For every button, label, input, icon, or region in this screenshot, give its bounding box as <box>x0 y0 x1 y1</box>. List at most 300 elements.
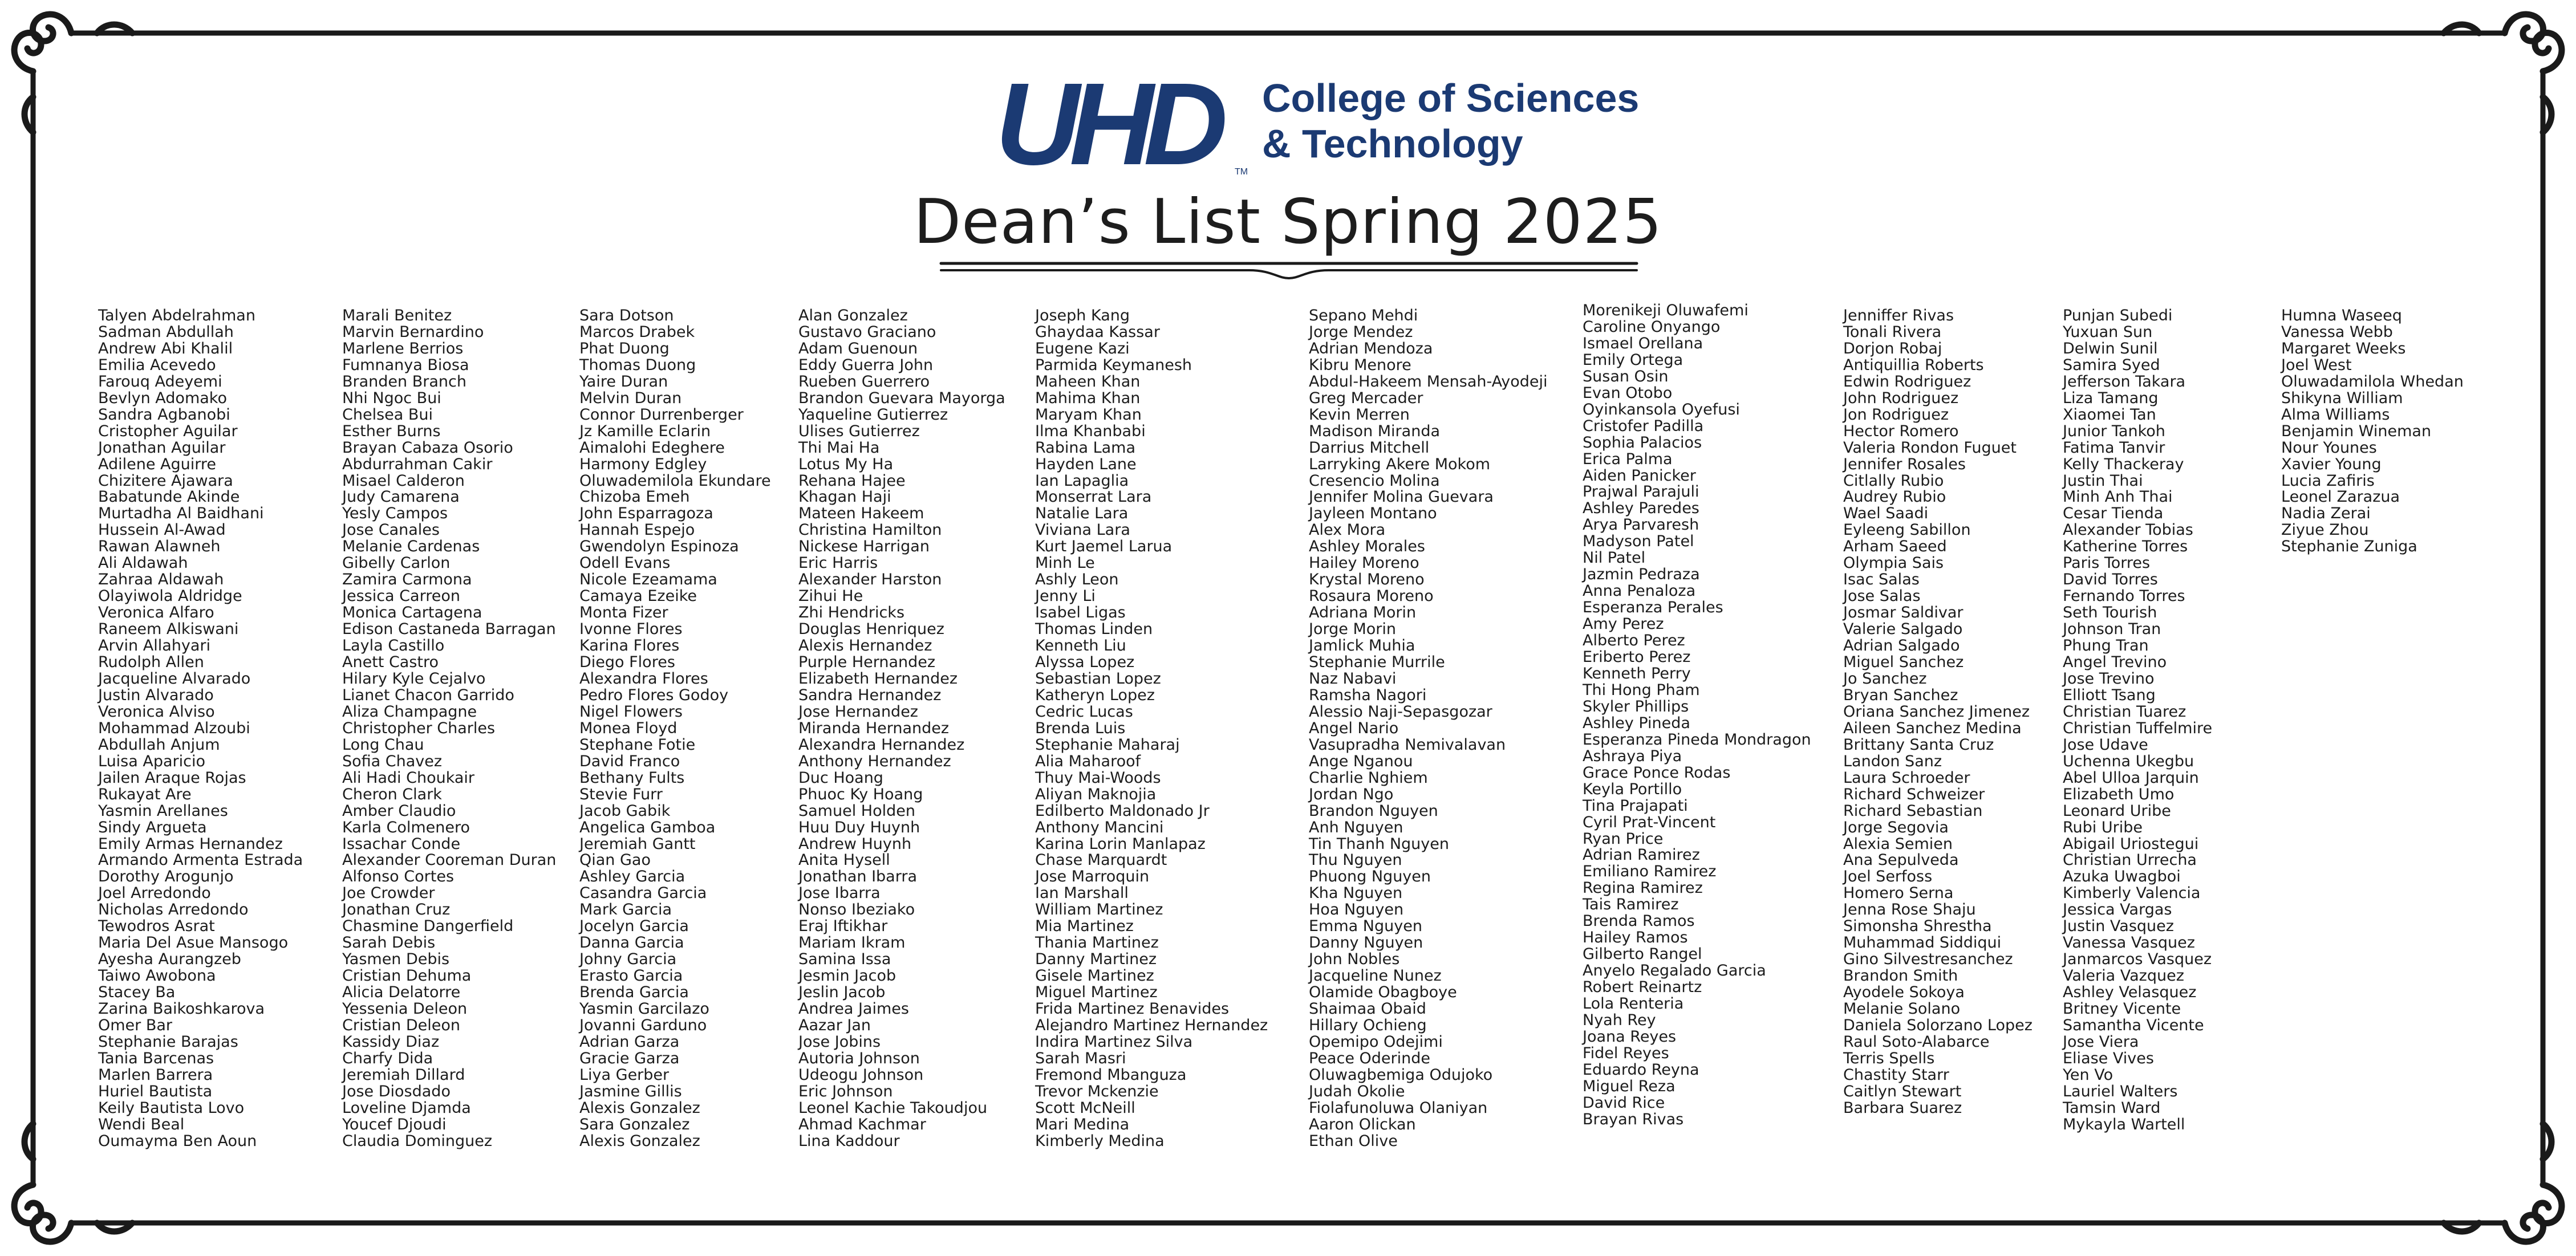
student-name: Armando Armenta Estrada <box>98 851 303 869</box>
student-name: Gilberto Rangel <box>1583 945 1702 964</box>
student-name: Jacqueline Nunez <box>1309 967 1442 985</box>
student-name: Sepano Mehdi <box>1309 307 1418 324</box>
student-name: Bryan Sanchez <box>1843 686 1958 704</box>
student-name: Ashley Paredes <box>1583 499 1699 518</box>
student-name: Joe Crowder <box>342 884 435 903</box>
student-name: Fidel Reyes <box>1583 1044 1669 1062</box>
student-name: Arya Parvaresh <box>1583 516 1699 534</box>
student-name: Mia Martinez <box>1035 917 1134 936</box>
student-name: Emilia Acevedo <box>98 356 216 374</box>
student-name: Miguel Martinez <box>1035 983 1158 1002</box>
student-name: Jose Hernandez <box>798 702 918 721</box>
student-name: Abdul-Hakeem Mensah-Ayodeji <box>1309 372 1548 391</box>
student-name: Luisa Aparicio <box>98 752 205 770</box>
student-name: Adrian Ramirez <box>1583 846 1700 864</box>
student-name: Misael Calderon <box>342 471 465 490</box>
student-name: Gwendolyn Espinoza <box>579 538 739 556</box>
student-name: Jocelyn Garcia <box>579 917 689 936</box>
student-name: Hector Romero <box>1843 422 1959 440</box>
student-name: Brenda Ramos <box>1583 912 1695 930</box>
student-name: Veronica Alfaro <box>98 604 214 622</box>
student-name: Diego Flores <box>579 653 675 672</box>
student-name: Nickese Harrigan <box>798 538 930 556</box>
student-name: Adam Guenoun <box>798 339 918 357</box>
student-name: Alessio Naji-Sepasgozar <box>1309 702 1492 721</box>
student-name: Benjamin Wineman <box>2281 422 2432 440</box>
student-name: Landon Sanz <box>1843 752 1942 770</box>
student-name: Stacey Ba <box>98 983 176 1002</box>
student-name: Yesly Campos <box>342 505 448 523</box>
student-name: Thomas Duong <box>579 356 696 374</box>
student-name: Brandon Smith <box>1843 967 1958 985</box>
student-name: Eyleeng Sabillon <box>1843 521 1971 539</box>
student-name: Eddy Guerra John <box>798 356 934 374</box>
student-name: Jz Kamille Eclarin <box>579 422 711 440</box>
student-name: David Torres <box>2063 571 2158 589</box>
student-name: Farouq Adeyemi <box>98 372 222 391</box>
student-name: Larryking Akere Mokom <box>1309 455 1491 473</box>
student-name: Zarina Baikoshkarova <box>98 1000 265 1018</box>
student-name: Esperanza Perales <box>1583 599 1723 617</box>
student-name: Odell Evans <box>579 554 671 572</box>
student-name: Kenneth Liu <box>1035 637 1126 655</box>
student-name: Zihui He <box>798 587 863 605</box>
student-name: Gino Silvestresanchez <box>1843 950 2013 969</box>
student-name: Sara Gonzalez <box>579 1115 690 1133</box>
student-name: Wael Saadi <box>1843 505 1929 523</box>
student-name: Ashley Pineda <box>1583 714 1690 732</box>
student-name: Stephanie Zuniga <box>2281 538 2417 556</box>
student-name: Jordan Ngo <box>1309 785 1394 803</box>
student-name: Ismael Orellana <box>1583 334 1703 352</box>
student-name: Christina Hamilton <box>798 521 942 539</box>
student-name: David Rice <box>1583 1094 1665 1112</box>
student-name: Ziyue Zhou <box>2281 521 2369 539</box>
student-name: Cristian Dehuma <box>342 967 472 985</box>
student-name: Melvin Duran <box>579 389 682 407</box>
student-name: Brenda Luis <box>1035 719 1126 737</box>
student-name: Kevin Merren <box>1309 405 1410 424</box>
student-name: Barbara Suarez <box>1843 1099 1962 1117</box>
student-name: Long Chau <box>342 735 424 754</box>
student-name: Taiwo Awobona <box>98 967 216 985</box>
student-name: Abigail Uriostegui <box>2063 835 2199 853</box>
student-name: Alfonso Cortes <box>342 868 455 886</box>
student-name: Nhi Ngoc Bui <box>342 389 441 407</box>
name-column-7 <box>1583 303 1811 1128</box>
student-name: Alma Williams <box>2281 405 2390 424</box>
student-name: Adrian Salgado <box>1843 637 1960 655</box>
student-name: Ayodele Sokoya <box>1843 983 1965 1002</box>
student-name: Minh Anh Thai <box>2063 488 2173 506</box>
student-name: David Franco <box>579 752 680 770</box>
student-name: Jose Marroquin <box>1035 868 1150 886</box>
student-name: Prajwal Parajuli <box>1583 483 1699 501</box>
student-name: Cristian Deleon <box>342 1016 460 1034</box>
student-name: Samina Issa <box>798 950 891 969</box>
student-name: Vasupradha Nemivalavan <box>1309 735 1506 754</box>
uhd-logo-letters: UHD <box>995 59 1218 189</box>
student-name: Emma Nguyen <box>1309 917 1422 936</box>
student-name: Justin Vasquez <box>2063 917 2174 936</box>
student-name: Alia Maharoof <box>1035 752 1141 770</box>
student-name: Shaimaa Obaid <box>1309 1000 1426 1018</box>
student-name: Raneem Alkiswani <box>98 620 239 639</box>
student-name: Fernando Torres <box>2063 587 2185 605</box>
student-name: Abdurrahman Cakir <box>342 455 493 473</box>
student-name: Paris Torres <box>2063 554 2151 572</box>
student-name: Yuxuan Sun <box>2063 323 2153 341</box>
student-name: Jonathan Ibarra <box>798 868 917 886</box>
student-name: Huriel Bautista <box>98 1082 213 1100</box>
student-name: Babatunde Akinde <box>98 488 240 506</box>
name-column-8 <box>1843 308 2033 1117</box>
student-name: Jennifer Molina Guevara <box>1309 488 1494 506</box>
student-name: Xavier Young <box>2281 455 2382 473</box>
student-name: Loveline Djamda <box>342 1099 471 1117</box>
student-name: Joel Serfoss <box>1843 868 1933 886</box>
student-name: Layla Castillo <box>342 637 445 655</box>
student-name: Jennifer Rosales <box>1843 455 1966 473</box>
student-name: Erasto Garcia <box>579 967 683 985</box>
student-name: Audrey Rubio <box>1843 488 1946 506</box>
student-name: Oyinkansola Oyefusi <box>1583 400 1740 418</box>
student-name: Jorge Morin <box>1309 620 1396 639</box>
student-name: Ivonne Flores <box>579 620 683 639</box>
student-name: Yaqueline Gutierrez <box>798 405 948 424</box>
student-name: Claudia Dominguez <box>342 1132 493 1150</box>
deans-list-names <box>0 302 2576 1163</box>
student-name: Tais Ramirez <box>1583 896 1679 914</box>
student-name: Abdullah Anjum <box>98 735 220 754</box>
student-name: Fiolafunoluwa Olaniyan <box>1309 1099 1488 1117</box>
name-column-3 <box>579 308 771 1150</box>
student-name: Raul Soto-Alabarce <box>1843 1033 1990 1051</box>
student-name: Christian Tuffelmire <box>2063 719 2213 737</box>
student-name: Nigel Flowers <box>579 702 683 721</box>
student-name: Ashley Morales <box>1309 538 1425 556</box>
student-name: Adriana Morin <box>1309 604 1417 622</box>
student-name: Peace Oderinde <box>1309 1049 1430 1067</box>
student-name: Duc Hoang <box>798 769 883 787</box>
student-name: Alexis Hernandez <box>798 637 932 655</box>
student-name: Olayiwola Aldridge <box>98 587 242 605</box>
student-name: Tina Prajapati <box>1583 796 1688 815</box>
student-name: Eric Johnson <box>798 1082 893 1100</box>
student-name: Janmarcos Vasquez <box>2063 950 2212 969</box>
college-name-line1: College of Sciences <box>1262 76 1640 120</box>
student-name: Robert Reinartz <box>1583 978 1702 997</box>
student-name: Andrea Jaimes <box>798 1000 909 1018</box>
student-name: Rosaura Moreno <box>1309 587 1434 605</box>
student-name: Mark Garcia <box>579 901 672 919</box>
student-name: Ali Aldawah <box>98 554 188 572</box>
student-name: Jose Viera <box>2063 1033 2139 1051</box>
student-name: Karina Lorin Manlapaz <box>1035 835 1206 853</box>
name-column-10 <box>2281 308 2464 555</box>
student-name: Valeria Vazquez <box>2063 967 2184 985</box>
student-name: Kha Nguyen <box>1309 884 1403 903</box>
student-name: Grace Ponce Rodas <box>1583 763 1731 782</box>
student-name: Zamira Carmona <box>342 571 472 589</box>
student-name: Lola Renteria <box>1583 995 1684 1013</box>
student-name: Erica Palma <box>1583 450 1673 468</box>
student-name: Tonali Rivera <box>1843 323 1942 341</box>
student-name: Alejandro Martinez Hernandez <box>1035 1016 1268 1034</box>
student-name: Fatima Tanvir <box>2063 438 2165 457</box>
student-name: Rukayat Are <box>98 785 192 803</box>
student-name: Nyah Rey <box>1583 1011 1656 1029</box>
student-name: Jose Diosdado <box>342 1082 451 1100</box>
student-name: Jose Ibarra <box>798 884 881 903</box>
student-name: Caroline Onyango <box>1583 318 1721 336</box>
student-name: Angelica Gamboa <box>579 818 716 836</box>
student-name: Simonsha Shrestha <box>1843 917 1992 936</box>
student-name: Brayan Cabaza Osorio <box>342 438 513 457</box>
student-name: Hoa Nguyen <box>1309 901 1404 919</box>
student-name: Edwin Rodriguez <box>1843 372 1971 391</box>
student-name: Sarah Debis <box>342 934 436 952</box>
student-name: Jefferson Takara <box>2063 372 2186 391</box>
student-name: Isac Salas <box>1843 571 1920 589</box>
student-name: Fumnanya Biosa <box>342 356 469 374</box>
student-name: Jose Salas <box>1843 587 1921 605</box>
student-name: Judah Okolie <box>1309 1082 1405 1100</box>
student-name: Ahmad Kachmar <box>798 1115 926 1133</box>
student-name: Aiden Panicker <box>1583 466 1696 485</box>
student-name: Richard Sebastian <box>1843 802 1983 820</box>
student-name: Sofia Chavez <box>342 752 443 770</box>
student-name: Tamsin Ward <box>2063 1099 2161 1117</box>
student-name: Nil Patel <box>1583 549 1646 567</box>
student-name: Liya Gerber <box>579 1066 670 1084</box>
student-name: Yen Vo <box>2063 1066 2113 1084</box>
student-name: Kimberly Valencia <box>2063 884 2201 903</box>
student-name: Wendi Beal <box>98 1115 185 1133</box>
student-name: Ian Lapaglia <box>1035 471 1129 490</box>
student-name: Eriberto Perez <box>1583 648 1691 666</box>
student-name: Viviana Lara <box>1035 521 1130 539</box>
student-name: Laura Schroeder <box>1843 769 1970 787</box>
student-name: Cristofer Padilla <box>1583 417 1704 435</box>
name-column-4 <box>798 308 1005 1150</box>
student-name: Jenny Li <box>1035 587 1096 605</box>
student-name: Monica Cartagena <box>342 604 482 622</box>
student-name: Melanie Cardenas <box>342 538 480 556</box>
student-name: Brandon Guevara Mayorga <box>798 389 1005 407</box>
student-name: Jeremiah Dillard <box>342 1066 465 1084</box>
student-name: Elliott Tsang <box>2063 686 2156 704</box>
student-name: Brenda Garcia <box>579 983 689 1002</box>
student-name: Zhi Hendricks <box>798 604 905 622</box>
student-name: Mateen Hakeem <box>798 505 924 523</box>
student-name: Katherine Torres <box>2063 538 2188 556</box>
student-name: Joel Arredondo <box>98 884 211 903</box>
student-name: Keily Bautista Lovo <box>98 1099 245 1117</box>
student-name: Kimberly Medina <box>1035 1132 1165 1150</box>
student-name: Parmida Keymanesh <box>1035 356 1192 374</box>
student-name: Regina Ramirez <box>1583 879 1703 897</box>
student-name: Zahraa Aldawah <box>98 571 224 589</box>
student-name: Chastity Starr <box>1843 1066 1949 1084</box>
student-name: John Nobles <box>1309 950 1400 969</box>
student-name: Lina Kaddour <box>798 1132 900 1150</box>
student-name: Hayden Lane <box>1035 455 1137 473</box>
student-name: Susan Osin <box>1583 367 1669 385</box>
student-name: Sandra Agbanobi <box>98 405 230 424</box>
student-name: Sandra Hernandez <box>798 686 942 704</box>
student-name: Naz Nabavi <box>1309 669 1397 688</box>
student-name: Jose Trevino <box>2063 669 2155 688</box>
student-name: Sebastian Lopez <box>1035 669 1161 688</box>
student-name: Yessenia Deleon <box>342 1000 468 1018</box>
student-name: Anh Nguyen <box>1309 818 1403 836</box>
student-name: Samantha Vicente <box>2063 1016 2204 1034</box>
student-name: Junior Tankoh <box>2063 422 2165 440</box>
logo-trademark: TM <box>1235 167 1248 177</box>
student-name: Nicholas Arredondo <box>98 901 249 919</box>
student-name: Angel Trevino <box>2063 653 2167 672</box>
student-name: Samira Syed <box>2063 356 2160 374</box>
student-name: Jo Sanchez <box>1843 669 1927 688</box>
student-name: Greg Mercader <box>1309 389 1423 407</box>
student-name: Madison Miranda <box>1309 422 1441 440</box>
student-name: Chizitere Ajawara <box>98 471 233 490</box>
student-name: Nour Younes <box>2281 438 2377 457</box>
student-name: Nonso Ibeziako <box>798 901 915 919</box>
student-name: Daniela Solorzano Lopez <box>1843 1016 2033 1034</box>
student-name: Pedro Flores Godoy <box>579 686 729 704</box>
student-name: Marcos Drabek <box>579 323 695 341</box>
student-name: Thuy Mai-Woods <box>1035 769 1161 787</box>
student-name: Aileen Sanchez Medina <box>1843 719 2022 737</box>
student-name: Casandra Garcia <box>579 884 707 903</box>
name-column-6 <box>1309 308 1548 1150</box>
student-name: Brayan Rivas <box>1583 1110 1684 1128</box>
student-name: Cresencio Molina <box>1309 471 1440 490</box>
student-name: Alexandra Hernandez <box>798 735 965 754</box>
student-name: Cyril Prat-Vincent <box>1583 813 1716 831</box>
student-name: Madyson Patel <box>1583 533 1694 551</box>
student-name: Vanessa Webb <box>2281 323 2393 341</box>
student-name: Justin Alvarado <box>98 686 214 704</box>
student-name: Jessica Vargas <box>2063 901 2172 919</box>
student-name: Minh Le <box>1035 554 1095 572</box>
student-name: Scott McNeill <box>1035 1099 1135 1117</box>
student-name: Edison Castaneda Barragan <box>342 620 556 639</box>
student-name: Alexis Gonzalez <box>579 1132 700 1150</box>
student-name: Ian Marshall <box>1035 884 1129 903</box>
student-name: Jasmine Gillis <box>579 1082 682 1100</box>
student-name: Alexander Tobias <box>2063 521 2193 539</box>
student-name: Issachar Conde <box>342 835 461 853</box>
student-name: Chasmine Dangerfield <box>342 917 514 936</box>
name-column-2 <box>342 308 556 1150</box>
student-name: Ilma Khanbabi <box>1035 422 1146 440</box>
student-name: Hailey Ramos <box>1583 929 1688 947</box>
student-name: Stevie Furr <box>579 785 663 803</box>
student-name: Eugene Kazi <box>1035 339 1130 357</box>
student-name: Terris Spells <box>1843 1049 1935 1067</box>
student-name: Olympia Sais <box>1843 554 1944 572</box>
student-name: Hannah Espejo <box>579 521 695 539</box>
student-name: Valeria Rondon Fuguet <box>1843 438 2017 457</box>
student-name: Alyssa Lopez <box>1035 653 1135 672</box>
student-name: Mariam Ikram <box>798 934 906 952</box>
student-name: Amy Perez <box>1583 615 1664 633</box>
student-name: Oumayma Ben Aoun <box>98 1132 257 1150</box>
student-name: Lianet Chacon Garrido <box>342 686 514 704</box>
student-name: Jayleen Montano <box>1309 505 1437 523</box>
student-name: Angel Nario <box>1309 719 1399 737</box>
student-name: Alexis Gonzalez <box>579 1099 700 1117</box>
student-name: Camaya Ezeike <box>579 587 697 605</box>
student-name: Joana Reyes <box>1583 1027 1677 1046</box>
student-name: John Esparragoza <box>579 505 713 523</box>
student-name: Maria Del Asue Mansogo <box>98 934 289 952</box>
student-name: Maheen Khan <box>1035 372 1141 391</box>
student-name: Thomas Linden <box>1035 620 1153 639</box>
student-name: Omer Bar <box>98 1016 173 1034</box>
student-name: Oluwagbemiga Odujoko <box>1309 1066 1493 1084</box>
student-name: Sophia Palacios <box>1583 433 1702 452</box>
student-name: Jose Jobins <box>798 1033 881 1051</box>
student-name: Branden Branch <box>342 372 466 391</box>
student-name: Jovanni Garduno <box>579 1016 707 1034</box>
student-name: Oluwadamilola Whedan <box>2281 372 2464 391</box>
student-name: Alexandra Flores <box>579 669 708 688</box>
student-name: Alexia Semien <box>1843 835 1953 853</box>
student-name: Elizabeth Hernandez <box>798 669 958 688</box>
student-name: Alex Mora <box>1309 521 1386 539</box>
student-name: Antiquillia Roberts <box>1843 356 1984 374</box>
student-name: Adrian Mendoza <box>1309 339 1433 357</box>
student-name: Dorothy Arogunjo <box>98 868 234 886</box>
student-name: Judy Camarena <box>342 488 460 506</box>
student-name: Thi Hong Pham <box>1583 681 1700 699</box>
student-name: Gracie Garza <box>579 1049 680 1067</box>
student-name: Qian Gao <box>579 851 651 869</box>
student-name: Keyla Portillo <box>1583 780 1682 798</box>
student-name: Monta Fizer <box>579 604 668 622</box>
name-column-9 <box>2063 308 2212 1133</box>
student-name: Murtadha Al Baidhani <box>98 505 264 523</box>
student-name: Danna Garcia <box>579 934 684 952</box>
student-name: Kelly Thackeray <box>2063 455 2184 473</box>
student-name: Liza Tamang <box>2063 389 2159 407</box>
student-name: Brandon Nguyen <box>1309 802 1438 820</box>
student-name: Dorjon Robaj <box>1843 339 1942 357</box>
student-name: William Martinez <box>1035 901 1163 919</box>
student-name: Natalie Lara <box>1035 505 1129 523</box>
student-name: Danny Martinez <box>1035 950 1157 969</box>
student-name: John Rodriguez <box>1843 389 1959 407</box>
student-name: Shikyna William <box>2281 389 2403 407</box>
student-name: Rabina Lama <box>1035 438 1136 457</box>
student-name: Monserrat Lara <box>1035 488 1152 506</box>
student-name: Stephanie Murrile <box>1309 653 1445 672</box>
student-name: Evan Otobo <box>1583 384 1673 402</box>
student-name: Ghaydaa Kassar <box>1035 323 1160 341</box>
student-name: Maryam Khan <box>1035 405 1142 424</box>
student-name: Citlally Rubio <box>1843 471 1944 490</box>
student-name: Miguel Sanchez <box>1843 653 1964 672</box>
student-name: Marlen Barrera <box>98 1066 213 1084</box>
student-name: Marlene Berrios <box>342 339 464 357</box>
student-name: Isabel Ligas <box>1035 604 1126 622</box>
student-name: Humna Waseeq <box>2281 307 2402 324</box>
student-name: Oriana Sanchez Jimenez <box>1843 702 2030 721</box>
